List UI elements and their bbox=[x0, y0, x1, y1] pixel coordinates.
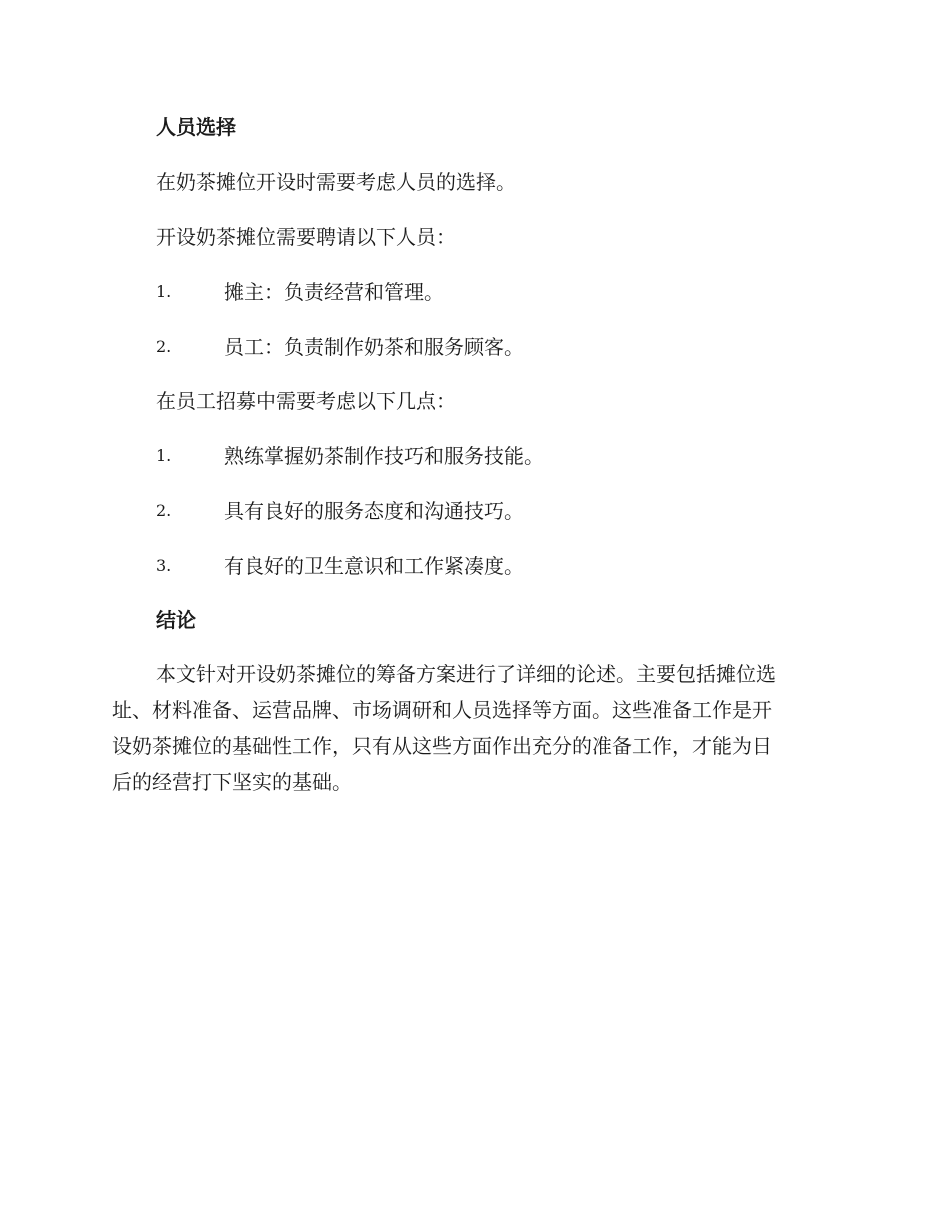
personnel-intro-paragraph: 在奶茶摊位开设时需要考虑人员的选择。 bbox=[156, 170, 516, 194]
conclusion-paragraph bbox=[112, 656, 832, 800]
hire-intro-paragraph: 开设奶茶摊位需要聘请以下人员： bbox=[156, 225, 456, 249]
list-number: 2. bbox=[156, 337, 172, 356]
conclusion-line: 本文针对开设奶茶摊位的筹备方案进行了详细的论述。主要包括摊位选 bbox=[156, 662, 776, 686]
conclusion-line: 设奶茶摊位的基础性工作，只有从这些方面作出充分的准备工作，才能为日 bbox=[112, 734, 772, 758]
section-heading-conclusion: 结论 bbox=[156, 608, 196, 632]
section-heading-personnel: 人员选择 bbox=[156, 115, 236, 139]
conclusion-line: 后的经营打下坚实的基础。 bbox=[112, 770, 352, 794]
list-text: 摊主：负责经营和管理。 bbox=[224, 280, 444, 304]
list-text: 熟练掌握奶茶制作技巧和服务技能。 bbox=[224, 444, 544, 468]
conclusion-line: 址、材料准备、运营品牌、市场调研和人员选择等方面。这些准备工作是开 bbox=[112, 698, 772, 722]
list-number: 2. bbox=[156, 501, 172, 520]
list-text: 具有良好的服务态度和沟通技巧。 bbox=[224, 499, 524, 523]
list-number: 3. bbox=[156, 556, 172, 575]
list-text: 员工：负责制作奶茶和服务顾客。 bbox=[224, 335, 524, 359]
list-number: 1. bbox=[156, 446, 172, 465]
criteria-intro-paragraph: 在员工招募中需要考虑以下几点： bbox=[156, 389, 456, 413]
list-text: 有良好的卫生意识和工作紧凑度。 bbox=[224, 554, 524, 578]
list-number: 1. bbox=[156, 282, 172, 301]
